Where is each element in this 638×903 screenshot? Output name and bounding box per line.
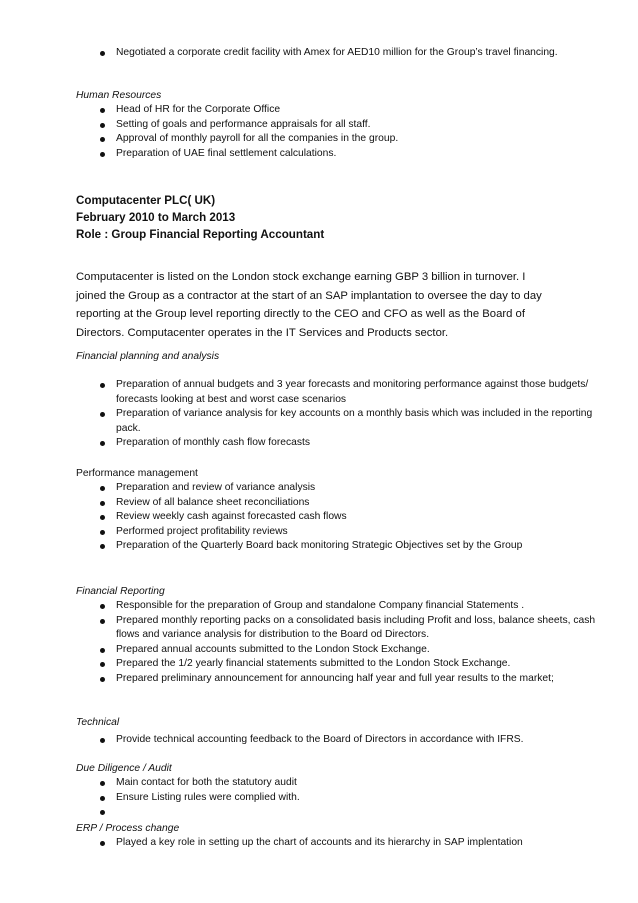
bullet-icon xyxy=(100,677,105,682)
job-header xyxy=(0,192,638,243)
bullet-icon xyxy=(100,619,105,624)
bullet-icon xyxy=(100,662,105,667)
section-heading: Financial planning and analysis xyxy=(76,351,220,362)
list-item: Setting of goals and performance appraisals for all staff. xyxy=(0,118,638,133)
list-item: Negotiated a corporate credit facility with Amex for AED10 million for the Group’s travel financing. xyxy=(0,46,638,61)
bullet-icon xyxy=(100,810,105,815)
list-item: Review of all balance sheet reconciliations xyxy=(0,496,638,511)
list-item xyxy=(0,805,638,820)
hr-section xyxy=(0,89,638,161)
bullet-icon xyxy=(100,544,105,549)
financial-reporting-section xyxy=(0,585,638,687)
list-item: Prepared monthly reporting packs on a consolidated basis including Profit and loss, balance sheets, cash flows and variance analysis for distribution to the Board od Directors. xyxy=(0,614,638,643)
bullet-icon xyxy=(100,51,105,56)
due-diligence-section xyxy=(0,762,638,820)
section-heading: Human Resources xyxy=(76,90,162,101)
list-item: Review weekly cash against forecasted cash flows xyxy=(0,510,638,525)
bullet-icon xyxy=(100,383,105,388)
bullet-icon xyxy=(100,648,105,653)
bullet-icon xyxy=(100,781,105,786)
bullet-icon xyxy=(100,486,105,491)
fpa-section xyxy=(0,350,638,451)
performance-section xyxy=(0,467,638,554)
technical-section xyxy=(0,716,638,748)
bullet-icon xyxy=(100,152,105,157)
bullet-icon xyxy=(100,123,105,128)
job-role: Role : Group Financial Reporting Accountant xyxy=(76,228,325,241)
bullet-icon xyxy=(100,738,105,743)
section-heading: ERP / Process change xyxy=(76,823,180,834)
list-item: Preparation of monthly cash flow forecasts xyxy=(0,436,638,451)
bullet-icon xyxy=(100,441,105,446)
section-heading: Performance management xyxy=(76,468,198,479)
bullet-icon xyxy=(100,530,105,535)
list-item: Prepared the 1/2 yearly financial statements submitted to the London Stock Exchange. xyxy=(0,657,638,672)
list-item: Provide technical accounting feedback to the Board of Directors in accordance with IFRS. xyxy=(0,733,638,748)
list-item: Responsible for the preparation of Group and standalone Company financial Statements . xyxy=(0,599,638,614)
bullet-icon xyxy=(100,841,105,846)
bullet-icon xyxy=(100,108,105,113)
list-item: Prepared annual accounts submitted to the London Stock Exchange. xyxy=(0,643,638,658)
list-item: Prepared preliminary announcement for announcing half year and full year results to the market; xyxy=(0,672,638,687)
list-item: Played a key role in setting up the chart of accounts and its hierarchy in SAP implentation xyxy=(0,836,638,851)
list-item: Ensure Listing rules were complied with. xyxy=(0,791,638,806)
list-item: Approval of monthly payroll for all the companies in the group. xyxy=(0,132,638,147)
job-summary xyxy=(0,268,638,342)
list-item: Preparation and review of variance analysis xyxy=(0,481,638,496)
company-name: Computacenter PLC( UK) xyxy=(76,194,216,207)
bullet-icon xyxy=(100,137,105,142)
list-item: Performed project profitability reviews xyxy=(0,525,638,540)
list-item: Preparation of variance analysis for key accounts on a monthly basis which was included in the reporting pack. xyxy=(0,407,638,436)
section-heading: Financial Reporting xyxy=(76,586,165,597)
top-bullet-list xyxy=(0,46,638,61)
bullet-icon xyxy=(100,412,105,417)
summary-paragraph: Computacenter is listed on the London stock exchange earning GBP 3 billion in turnover. I joined the Group as a contractor at the start of an SAP implantation to oversee the day to day reporting at the Group level reporting directly to the CEO and CFO as well as the Board of Directors. Computacenter operates in the IT Services and Products sector. xyxy=(76,271,542,339)
list-item: Main contact for both the statutory audit xyxy=(0,776,638,791)
job-dates: February 2010 to March 2013 xyxy=(76,211,236,224)
list-item: Head of HR for the Corporate Office xyxy=(0,103,638,118)
bullet-icon xyxy=(100,515,105,520)
bullet-icon xyxy=(100,501,105,506)
list-item: Preparation of the Quarterly Board back monitoring Strategic Objectives set by the Group xyxy=(0,539,638,554)
bullet-icon xyxy=(100,796,105,801)
section-heading: Due Diligence / Audit xyxy=(76,763,172,774)
list-item: Preparation of annual budgets and 3 year forecasts and monitoring performance against those budgets/ forecasts looking at best and worst case scenarios xyxy=(0,378,638,407)
bullet-icon xyxy=(100,604,105,609)
list-item: Preparation of UAE final settlement calculations. xyxy=(0,147,638,162)
section-heading: Technical xyxy=(76,717,120,728)
erp-section xyxy=(0,822,638,851)
